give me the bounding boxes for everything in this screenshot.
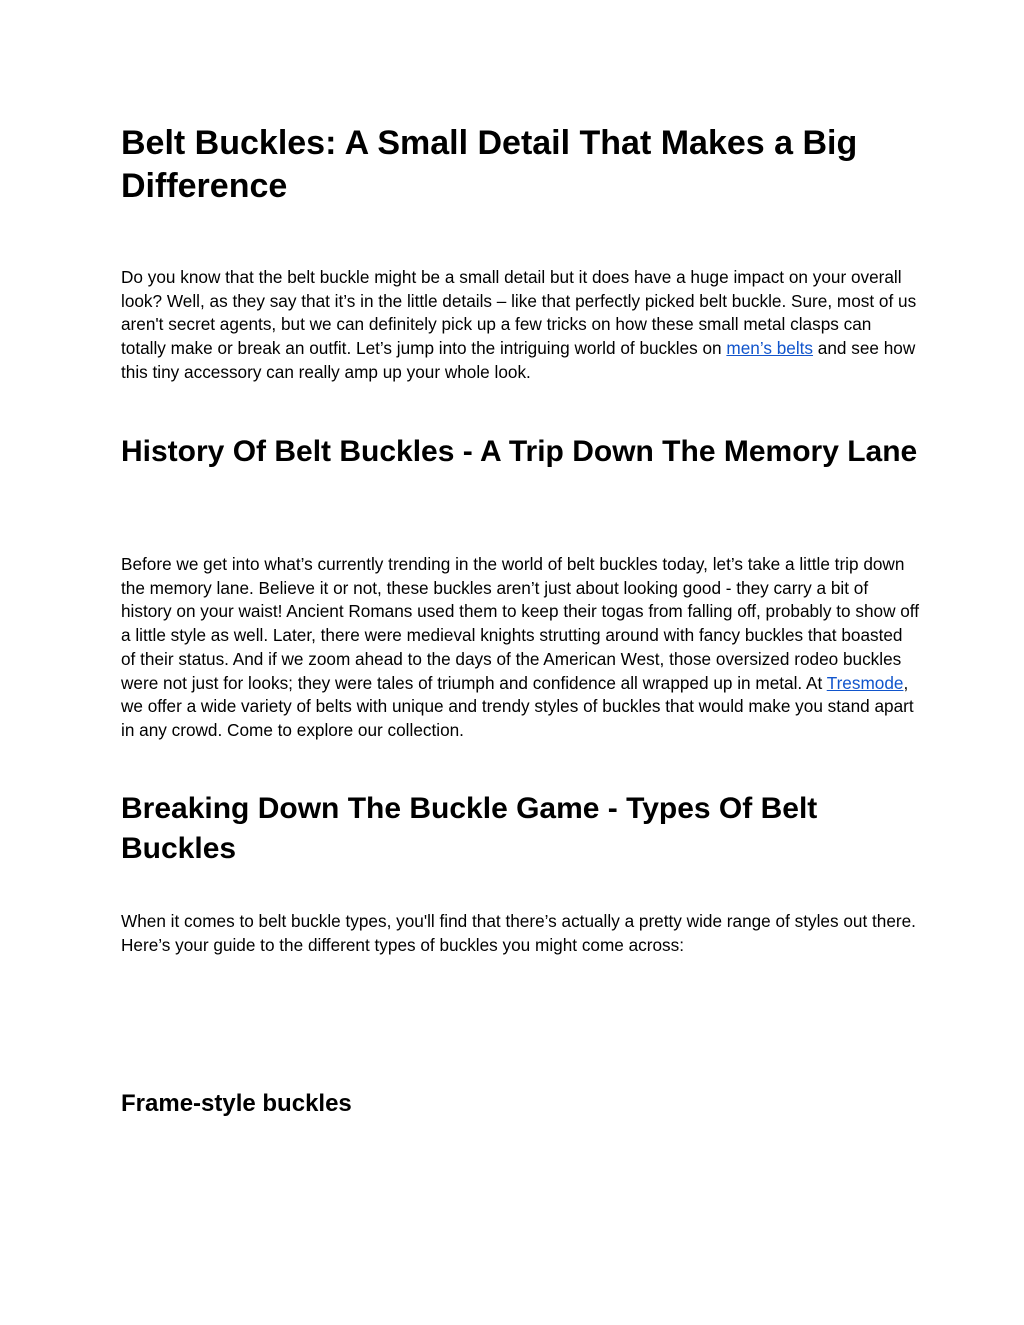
- intro-text-after: and see how this tiny accessory can really amp up your whole look.: [121, 338, 916, 382]
- history-text-after: , we offer a wide variety of belts with unique and trendy styles of buckles that would make you stand apart in any crowd. Come to explore our collection.: [121, 672, 914, 740]
- history-text-before: Before we get into what’s currently trending in the world of belt buckles today, let’s take a little trip down the memory lane. Believe it or not, these buckles aren’t just about looking good - they carry a bit of history on your waist! Ancient Romans used them to keep their togas from falling off, probably to show off a little style as well. Later, there were medieval knights strutting around with fancy buckles that boasted of their status. And if we zoom ahead to the days of the American West, those oversized rodeo buckles were not just for looks; they were tales of triumph and confidence all wrapped up in metal. At: [121, 554, 920, 693]
- history-paragraph: [121, 553, 921, 743]
- types-heading: Breaking Down The Buckle Game - Types Of Belt Buckles: [121, 792, 818, 865]
- history-heading: History Of Belt Buckles - A Trip Down The Memory Lane: [121, 435, 918, 468]
- page-title: Belt Buckles: A Small Detail That Makes a Big Difference: [121, 124, 858, 205]
- intro-text-before: Do you know that the belt buckle might be a small detail but it does have a huge impact on your overall look? Well, as they say that it’s in the little details – like that perfectly picked belt buckle. Sure, most of us aren't secret agents, but we can definitely pick up a few tricks on how these small metal clasps can totally make or break an outfit. Let’s jump into the intriguing world of buckles on: [121, 267, 917, 359]
- tresmode-link[interactable]: Tresmode: [826, 672, 904, 693]
- mens-belts-link[interactable]: men’s belts: [726, 338, 814, 359]
- types-paragraph: When it comes to belt buckle types, you'll find that there’s actually a pretty wide range of styles out there. Here’s your guide to the different types of buckles you might come across:: [121, 911, 916, 955]
- frame-style-heading: Frame-style buckles: [121, 1090, 352, 1117]
- intro-paragraph: [121, 266, 921, 385]
